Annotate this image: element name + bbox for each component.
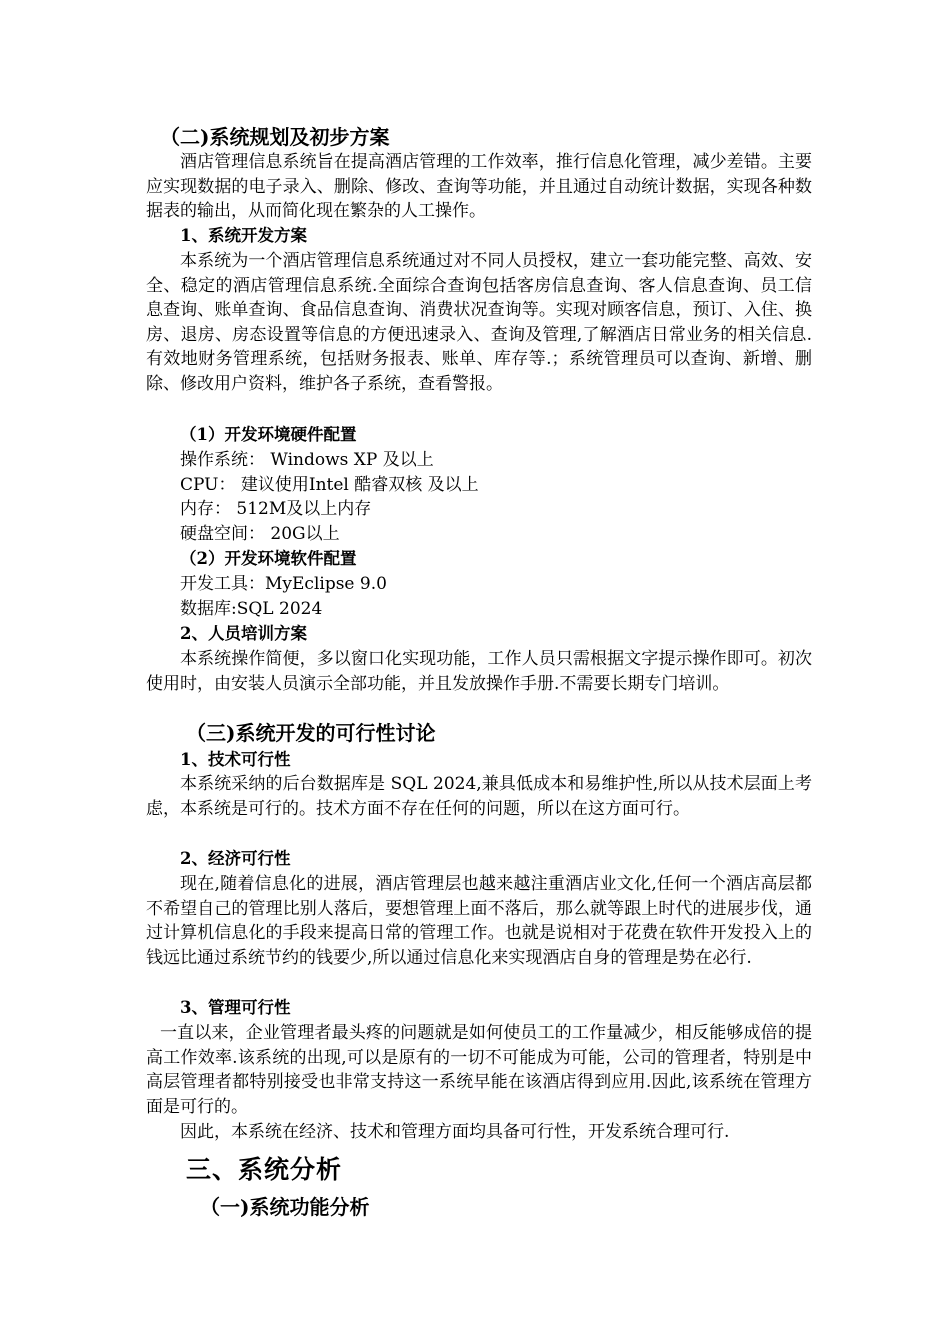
subheading-hardware: （1）开发环境硬件配置 bbox=[180, 425, 357, 444]
paragraph-dev-plan bbox=[146, 249, 812, 396]
paragraph-text: 本系统为一个酒店管理信息系统通过对不同人员授权，建立一套功能完整、高效、安全、稳定的酒店管理信息系统.全面综合查询包括客房信息查询、客人信息查询、员工信息查询、账单查询、食品信息查询、消费状况查询等。实现对顾客信息，预订、入住、换房、退房、房态设置等信息的方便迅速录入、查询及管理,了解酒店日常业务的相关信息.有效地财务管理系统，包括财务报表、账单、库存等.；系统管理员可以查询、新增、删除、修改用户资料，维护各子系统，查看警报。 bbox=[146, 251, 812, 394]
subheading-tech: 1、技术可行性 bbox=[180, 750, 291, 769]
paragraph-text: 本系统采纳的后台数据库是 SQL 2024,兼具低成本和易维护性,所以从技术层面上考虑，本系统是可行的。技术方面不存在任何的问题，所以在这方面可行。 bbox=[146, 774, 812, 819]
section-heading-feasibility: （三)系统开发的可行性讨论 bbox=[186, 721, 436, 745]
subheading-economic: 2、经济可行性 bbox=[180, 849, 291, 868]
subheading-dev-plan: 1、系统开发方案 bbox=[180, 226, 307, 245]
paragraph-text: 因此，本系统在经济、技术和管理方面均具备可行性，开发系统合理可行. bbox=[180, 1122, 730, 1142]
subheading-training: 2、人员培训方案 bbox=[180, 624, 307, 643]
paragraph-text: 现在,随着信息化的进展，酒店管理层也越来越注重酒店业文化,任何一个酒店高层都不希望自己的管理比别人落后，要想管理上面不落后，那么就等跟上时代的进展步伐，通过计算机信息化的手段来提高日常的管理工作。也就是说相对于花费在软件开发投入上的钱远比通过系统节约的钱要少,所以通过信息化来实现酒店自身的管理是势在必行. bbox=[146, 874, 812, 968]
paragraph-training bbox=[146, 647, 812, 696]
hardware-cpu: CPU： 建议使用Intel 酷睿双核 及以上 bbox=[180, 474, 479, 495]
hardware-os: 操作系统： Windows XP 及以上 bbox=[180, 450, 434, 470]
section-heading-function-analysis: （一)系统功能分析 bbox=[200, 1195, 370, 1219]
paragraph-economic bbox=[146, 872, 812, 970]
paragraph-conclusion bbox=[146, 1120, 812, 1145]
software-database: 数据库:SQL 2024 bbox=[180, 598, 323, 619]
paragraph-management bbox=[146, 1021, 812, 1119]
paragraph-tech bbox=[146, 772, 812, 821]
hardware-config-list bbox=[180, 448, 846, 546]
paragraph-text: 一直以来，企业管理者最头疼的问题就是如何使员工的工作量减少，相反能够成倍的提高工作效率.该系统的出现,可以是原有的一切不可能成为可能，公司的管理者，特别是中高层管理者都特别接受也非常支持这一系统早能在该酒店得到应用.因此,该系统在管理方面是可行的。 bbox=[146, 1023, 812, 1117]
hardware-disk: 硬盘空间： 20G以上 bbox=[180, 523, 340, 544]
subheading-management: 3、管理可行性 bbox=[180, 998, 291, 1017]
hardware-memory: 内存： 512M及以上内存 bbox=[180, 499, 372, 519]
paragraph-planning-intro bbox=[146, 150, 812, 224]
software-dev-tool: 开发工具：MyEclipse 9.0 bbox=[180, 574, 387, 594]
section-heading-planning: （二)系统规划及初步方案 bbox=[160, 125, 390, 149]
software-config-list bbox=[180, 572, 846, 621]
chapter-heading-analysis: 三、系统分析 bbox=[186, 1155, 343, 1184]
paragraph-text: 本系统操作简便，多以窗口化实现功能，工作人员只需根据文字提示操作即可。初次使用时，由安装人员演示全部功能，并且发放操作手册.不需要长期专门培训。 bbox=[146, 649, 812, 694]
subheading-software: （2）开发环境软件配置 bbox=[180, 549, 357, 568]
paragraph-text: 酒店管理信息系统旨在提高酒店管理的工作效率，推行信息化管理，减少差错。主要应实现数据的电子录入、删除、修改、查询等功能，并且通过自动统计数据，实现各种数据表的输出，从而简化现在繁杂的人工操作。 bbox=[146, 152, 812, 221]
